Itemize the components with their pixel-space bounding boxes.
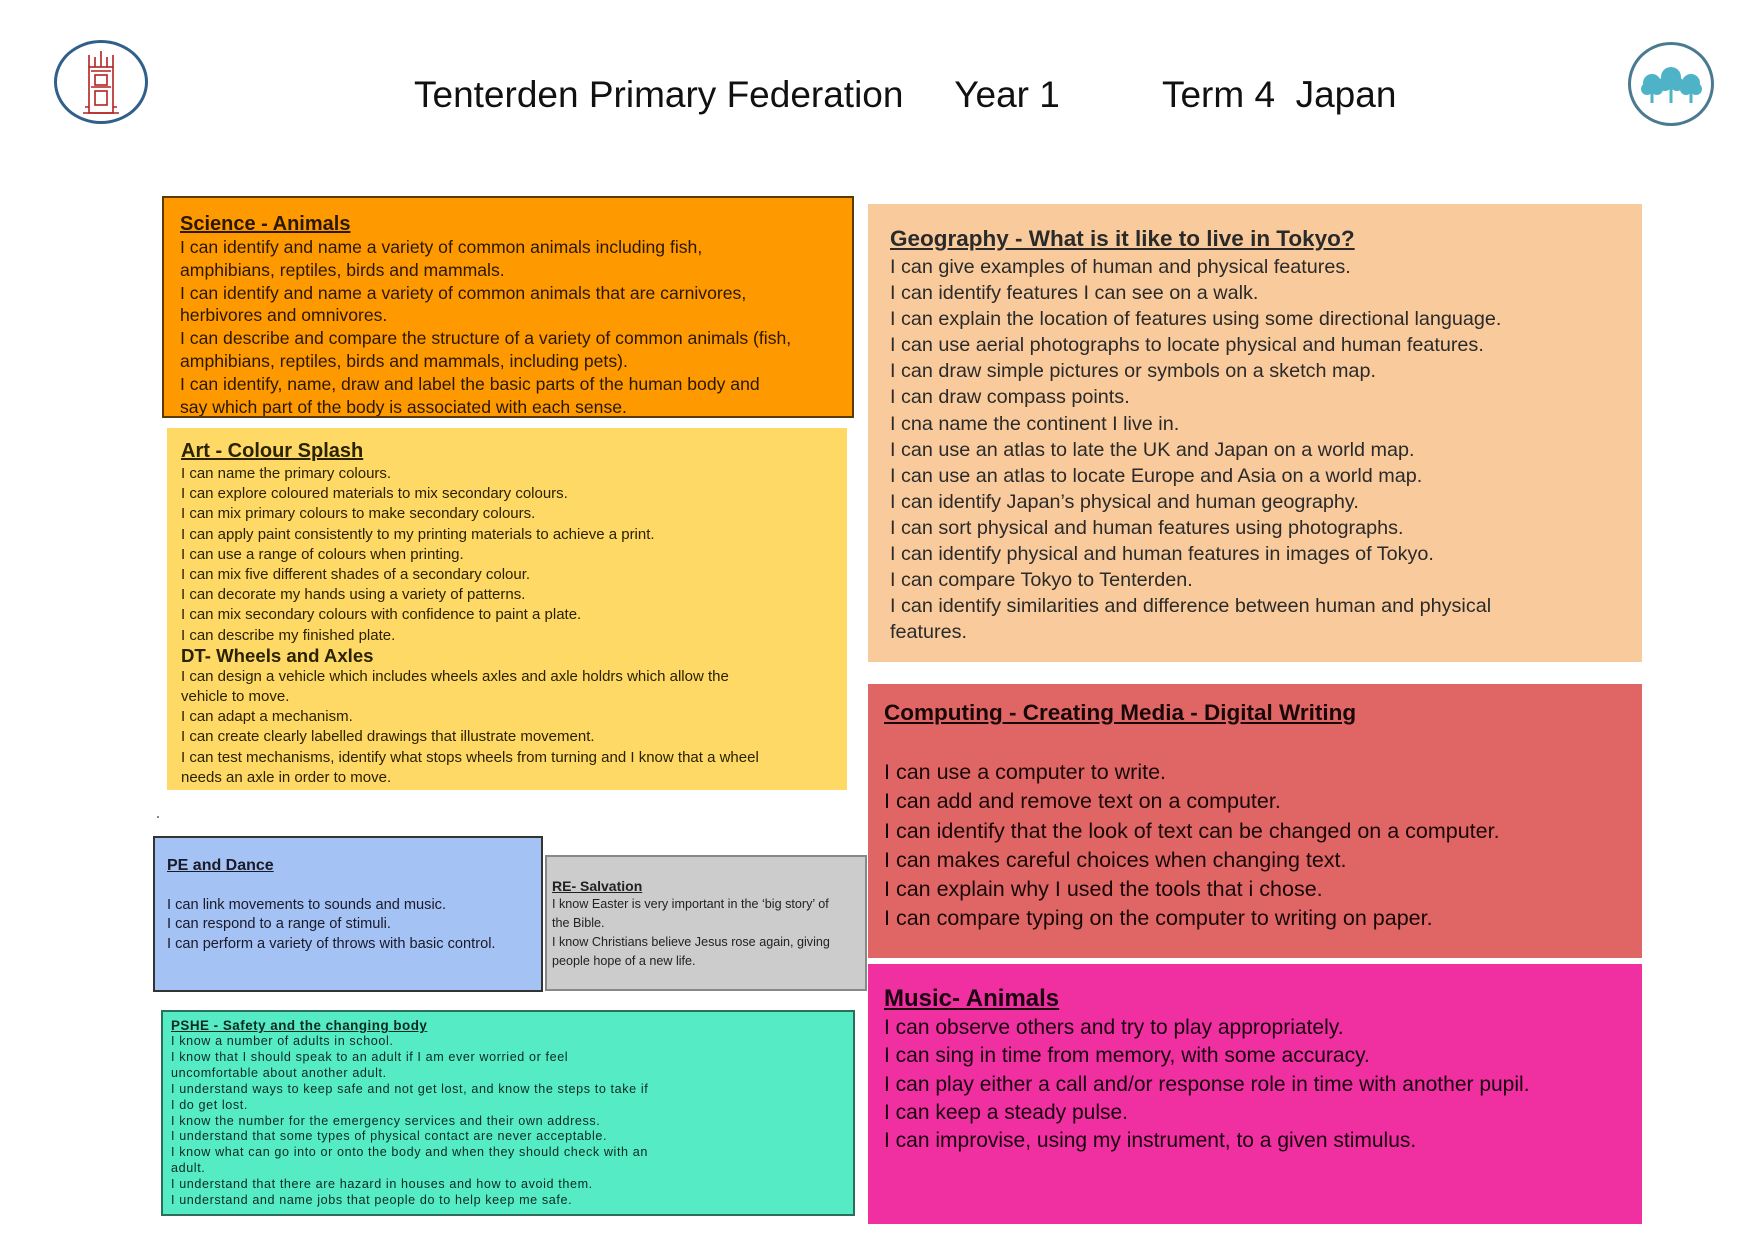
dt-line: I can create clearly labelled drawings that illustrate movement. — [181, 728, 595, 746]
art-line: I can explore coloured materials to mix secondary colours. — [181, 485, 568, 503]
pe-line: I can link movements to sounds and music. — [167, 897, 447, 913]
music-panel — [868, 964, 1642, 1224]
music-line: I can sing in time from memory, with some accuracy. — [884, 1044, 1370, 1068]
geography-line: I can use an atlas to locate Europe and Asia on a world map. — [890, 464, 1423, 487]
geography-line: I cna name the continent I live in. — [890, 412, 1180, 435]
pshe-line: uncomfortable about another adult. — [171, 1065, 387, 1080]
art-line: I can describe my finished plate. — [181, 626, 396, 644]
pshe-line: I do get lost. — [171, 1097, 249, 1112]
pe-line: I can perform a variety of throws with basic control. — [167, 935, 496, 952]
trees-icon — [1636, 59, 1706, 109]
art-line: I can decorate my hands using a variety of patterns. — [181, 586, 526, 604]
pshe-line: I understand that some types of physical contact are never acceptable. — [171, 1129, 608, 1144]
geography-line: I can explain the location of features using some directional language. — [890, 308, 1502, 331]
re-heading: RE- Salvation — [552, 878, 643, 894]
geography-line: I can identify Japan’s physical and human geography. — [890, 490, 1359, 513]
pshe-line: I know a number of adults in school. — [171, 1034, 394, 1048]
science-line: I can identify, name, draw and label the basic parts of the human body and — [180, 373, 760, 394]
computing-line: I can add and remove text on a computer. — [884, 789, 1281, 814]
geography-line: I can identify physical and human features in images of Tokyo. — [890, 543, 1434, 566]
science-line: herbivores and omnivores. — [180, 305, 388, 326]
federation-logo — [1628, 42, 1714, 126]
geography-line: I can sort physical and human features using photographs. — [890, 516, 1404, 539]
dt-line: I can design a vehicle which includes wheels axles and axle holdrs which allow the — [181, 667, 729, 685]
pe-line: I can respond to a range of stimuli. — [167, 916, 391, 933]
pshe-line: I know that I should speak to an adult if I am ever worried or feel — [171, 1049, 569, 1064]
art-line: I can use a range of colours when printing. — [181, 545, 464, 563]
computing-heading: Computing - Creating Media - Digital Writing — [884, 700, 1357, 725]
dt-line: I can test mechanisms, identify what stops wheels from turning and I know that a wheel — [181, 748, 759, 766]
re-panel — [545, 855, 867, 991]
geography-line: I can use an atlas to late the UK and Japan on a world map. — [890, 438, 1415, 461]
pe-panel — [153, 836, 543, 992]
dt-line: needs an axle in order to move. — [181, 768, 392, 786]
pshe-heading: PSHE - Safety and the changing body — [171, 1018, 428, 1033]
geography-heading: Geography - What is it like to live in Tokyo? — [890, 226, 1355, 251]
dt-line: vehicle to move. — [181, 688, 290, 706]
geography-line: I can draw simple pictures or symbols on a sketch map. — [890, 360, 1376, 383]
church-tower-icon — [71, 47, 131, 117]
computing-line: I can identify that the look of text can be changed on a computer. — [884, 818, 1500, 843]
music-line: I can improvise, using my instrument, to a given stimulus. — [884, 1129, 1417, 1153]
computing-line: I can use a computer to write. — [884, 760, 1167, 784]
school-crest-logo — [54, 40, 148, 124]
federation-title: Tenterden Primary Federation — [414, 74, 904, 115]
music-line: I can observe others and try to play appropriately. — [884, 1016, 1344, 1039]
computing-line: I can explain why I used the tools that i chose. — [884, 877, 1323, 902]
music-line: I can keep a steady pulse. — [884, 1100, 1128, 1124]
geography-line: I can use aerial photographs to locate physical and human features. — [890, 334, 1484, 357]
geography-line: I can compare Tokyo to Tenterden. — [890, 569, 1193, 592]
re-line: people hope of a new life. — [552, 954, 696, 968]
science-line: say which part of the body is associated with each sense. — [180, 396, 627, 417]
geography-panel — [868, 204, 1642, 662]
science-line: amphibians, reptiles, birds and mammals. — [180, 259, 505, 280]
pshe-line: I understand that there are hazard in houses and how to avoid them. — [171, 1177, 593, 1192]
geography-line: I can identify similarities and difference between human and physical — [890, 595, 1492, 618]
science-line: I can identify and name a variety of common animals including fish, — [180, 237, 703, 257]
science-panel — [162, 196, 854, 418]
computing-line: I can makes careful choices when changing text. — [884, 847, 1347, 872]
computing-line: I can compare typing on the computer to writing on paper. — [884, 906, 1433, 931]
pshe-line: adult. — [171, 1161, 206, 1176]
science-line: I can describe and compare the structure of a variety of common animals (fish, — [180, 328, 792, 349]
science-heading: Science - Animals — [180, 213, 351, 235]
dt-line: I can adapt a mechanism. — [181, 708, 353, 726]
art-line: I can mix five different shades of a secondary colour. — [181, 566, 531, 584]
science-line: I can identify and name a variety of common animals that are carnivores, — [180, 282, 747, 303]
re-line: I know Easter is very important in the ‘big story’ of — [552, 897, 829, 911]
art-heading: Art - Colour Splash — [181, 440, 364, 462]
music-line: I can play either a call and/or response role in time with another pupil. — [884, 1072, 1530, 1096]
pshe-line: I know the number for the emergency services and their own address. — [171, 1113, 601, 1128]
art-line: I can mix primary colours to make secondary colours. — [181, 505, 536, 523]
page-title — [414, 74, 1396, 116]
term-label: Term 4 Japan — [1161, 74, 1397, 115]
pshe-panel — [161, 1010, 855, 1216]
art-panel — [167, 428, 847, 790]
science-line: amphibians, reptiles, birds and mammals, including pets). — [180, 350, 628, 371]
pshe-line: I understand ways to keep safe and not get lost, and know the steps to take if — [171, 1081, 649, 1096]
computing-panel — [868, 684, 1642, 958]
pshe-line: I understand and name jobs that people do to help keep me safe. — [171, 1193, 573, 1208]
art-line: I can apply paint consistently to my printing materials to achieve a print. — [181, 525, 655, 543]
year-label: Year 1 — [954, 74, 1060, 115]
geography-line: I can identify features I can see on a walk. — [890, 282, 1259, 305]
stray-dot — [157, 816, 159, 818]
art-line: I can mix secondary colours with confidence to paint a plate. — [181, 606, 582, 624]
pshe-line: I know what can go into or onto the body and when they should check with an — [171, 1145, 648, 1160]
geography-line: I can draw compass points. — [890, 386, 1130, 409]
music-heading: Music- Animals — [884, 985, 1060, 1012]
art-line: I can name the primary colours. — [181, 465, 392, 482]
geography-line: features. — [890, 621, 967, 644]
geography-line: I can give examples of human and physical features. — [890, 256, 1351, 278]
re-line: I know Christians believe Jesus rose again, giving — [552, 935, 830, 949]
dt-heading: DT- Wheels and Axles — [181, 644, 374, 666]
pe-heading: PE and Dance — [167, 857, 274, 874]
re-line: the Bible. — [552, 916, 605, 930]
